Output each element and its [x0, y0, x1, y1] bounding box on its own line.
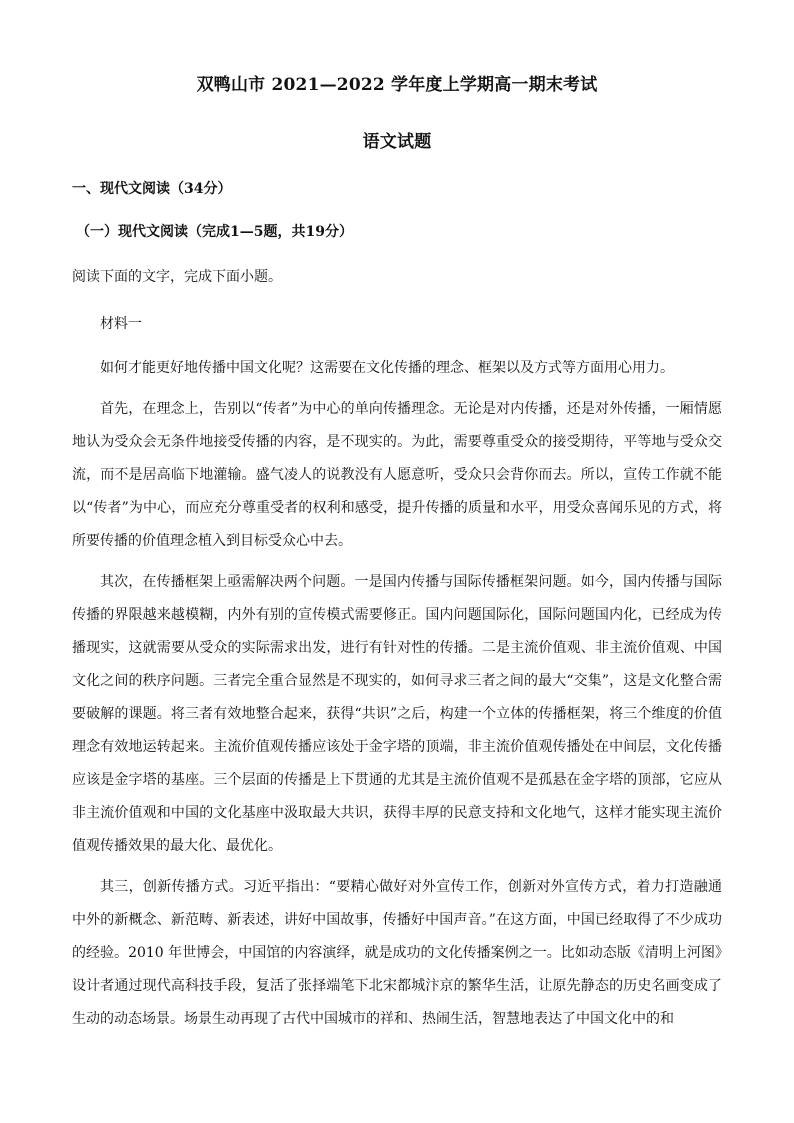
reading-instruction: 阅读下面的文字，完成下面小题。	[72, 269, 282, 285]
exam-subtitle: 语文试题	[362, 132, 432, 152]
exam-title: 双鸭山市 2021—2022 学年度上学期高一期末考试	[196, 75, 598, 95]
passage-paragraph: 如何才能更好地传播中国文化呢？这需要在文化传播的理念、框架以及方式等方面用心用力。	[100, 360, 674, 376]
passage-paragraph: 首先，在理念上，告别以“传者”为中心的单向传播理念。无论是对内传播，还是对外传播，一厢情愿地认为受众会无条件地接受传播的内容，是不现实的。为此，需要尊重受众的接受期待，平等地与受众交流，而不是居高临下地灌输。盛气凌人的说教没有人愿意听，受众只会背你而去。所以，宣传工作就不能以“传者”为中心，而应充分尊重受者的权利和感受，提升传播的质量和水平，用受众喜闻乐见的方式，将所要传播的价值理念植入到目标受众心中去。	[72, 401, 722, 549]
subsection-heading: （一）现代文阅读（完成1—5题，共19分）	[76, 224, 353, 240]
section-heading: 一、现代文阅读（34分）	[72, 181, 232, 197]
passage-paragraph: 其次，在传播框架上亟需解决两个问题。一是国内传播与国际传播框架问题。如今，国内传播与国际传播的界限越来越模糊，内外有别的宣传模式需要修正。国内问题国际化，国际问题国内化，已经成为传播现实，这就需要从受众的实际需求出发，进行有针对性的传播。二是主流价值观、非主流价值观、中国文化之间的秩序问题。三者完全重合显然是不现实的，如何寻求三者之间的最大“交集”，这是文化整合需要破解的课题。将三者有效地整合起来，获得“共识”之后，构建一个立体的传播框架，将三个维度的价值理念有效地运转起来。主流价值观传播应该处于金字塔的顶端，非主流价值观传播处在中间层，文化传播应该是金字塔的基座。三个层面的传播是上下贯通的尤其是主流价值观不是孤悬在金字塔的顶部，它应从非主流价值观和中国的文化基座中汲取最大共识，获得丰厚的民意支持和文化地气，这样才能实现主流价值观传播效果的最大化、最优化。	[72, 574, 722, 854]
material-label: 材料一	[100, 316, 142, 332]
passage-body	[72, 352, 722, 1044]
passage-paragraph: 其三，创新传播方式。习近平指出：“要精心做好对外宣传工作，创新对外宣传方式，着力打造融通中外的新概念、新范畴、新表述，讲好中国故事，传播好中国声音。”在这方面，中国已经取得了不少成功的经验。2010 年世博会，中国馆的内容演绎，就是成功的文化传播案例之一。比如动态版《清明上河图》设计者通过现代高科技手段，复活了张择端笔下北宋都城汴京的繁华生活，让原先静态的历史名画变成了生动的动态场景。场景生动再现了古代中国城市的祥和、热闹生活，智慧地表达了中国文化中的和	[72, 879, 722, 1027]
